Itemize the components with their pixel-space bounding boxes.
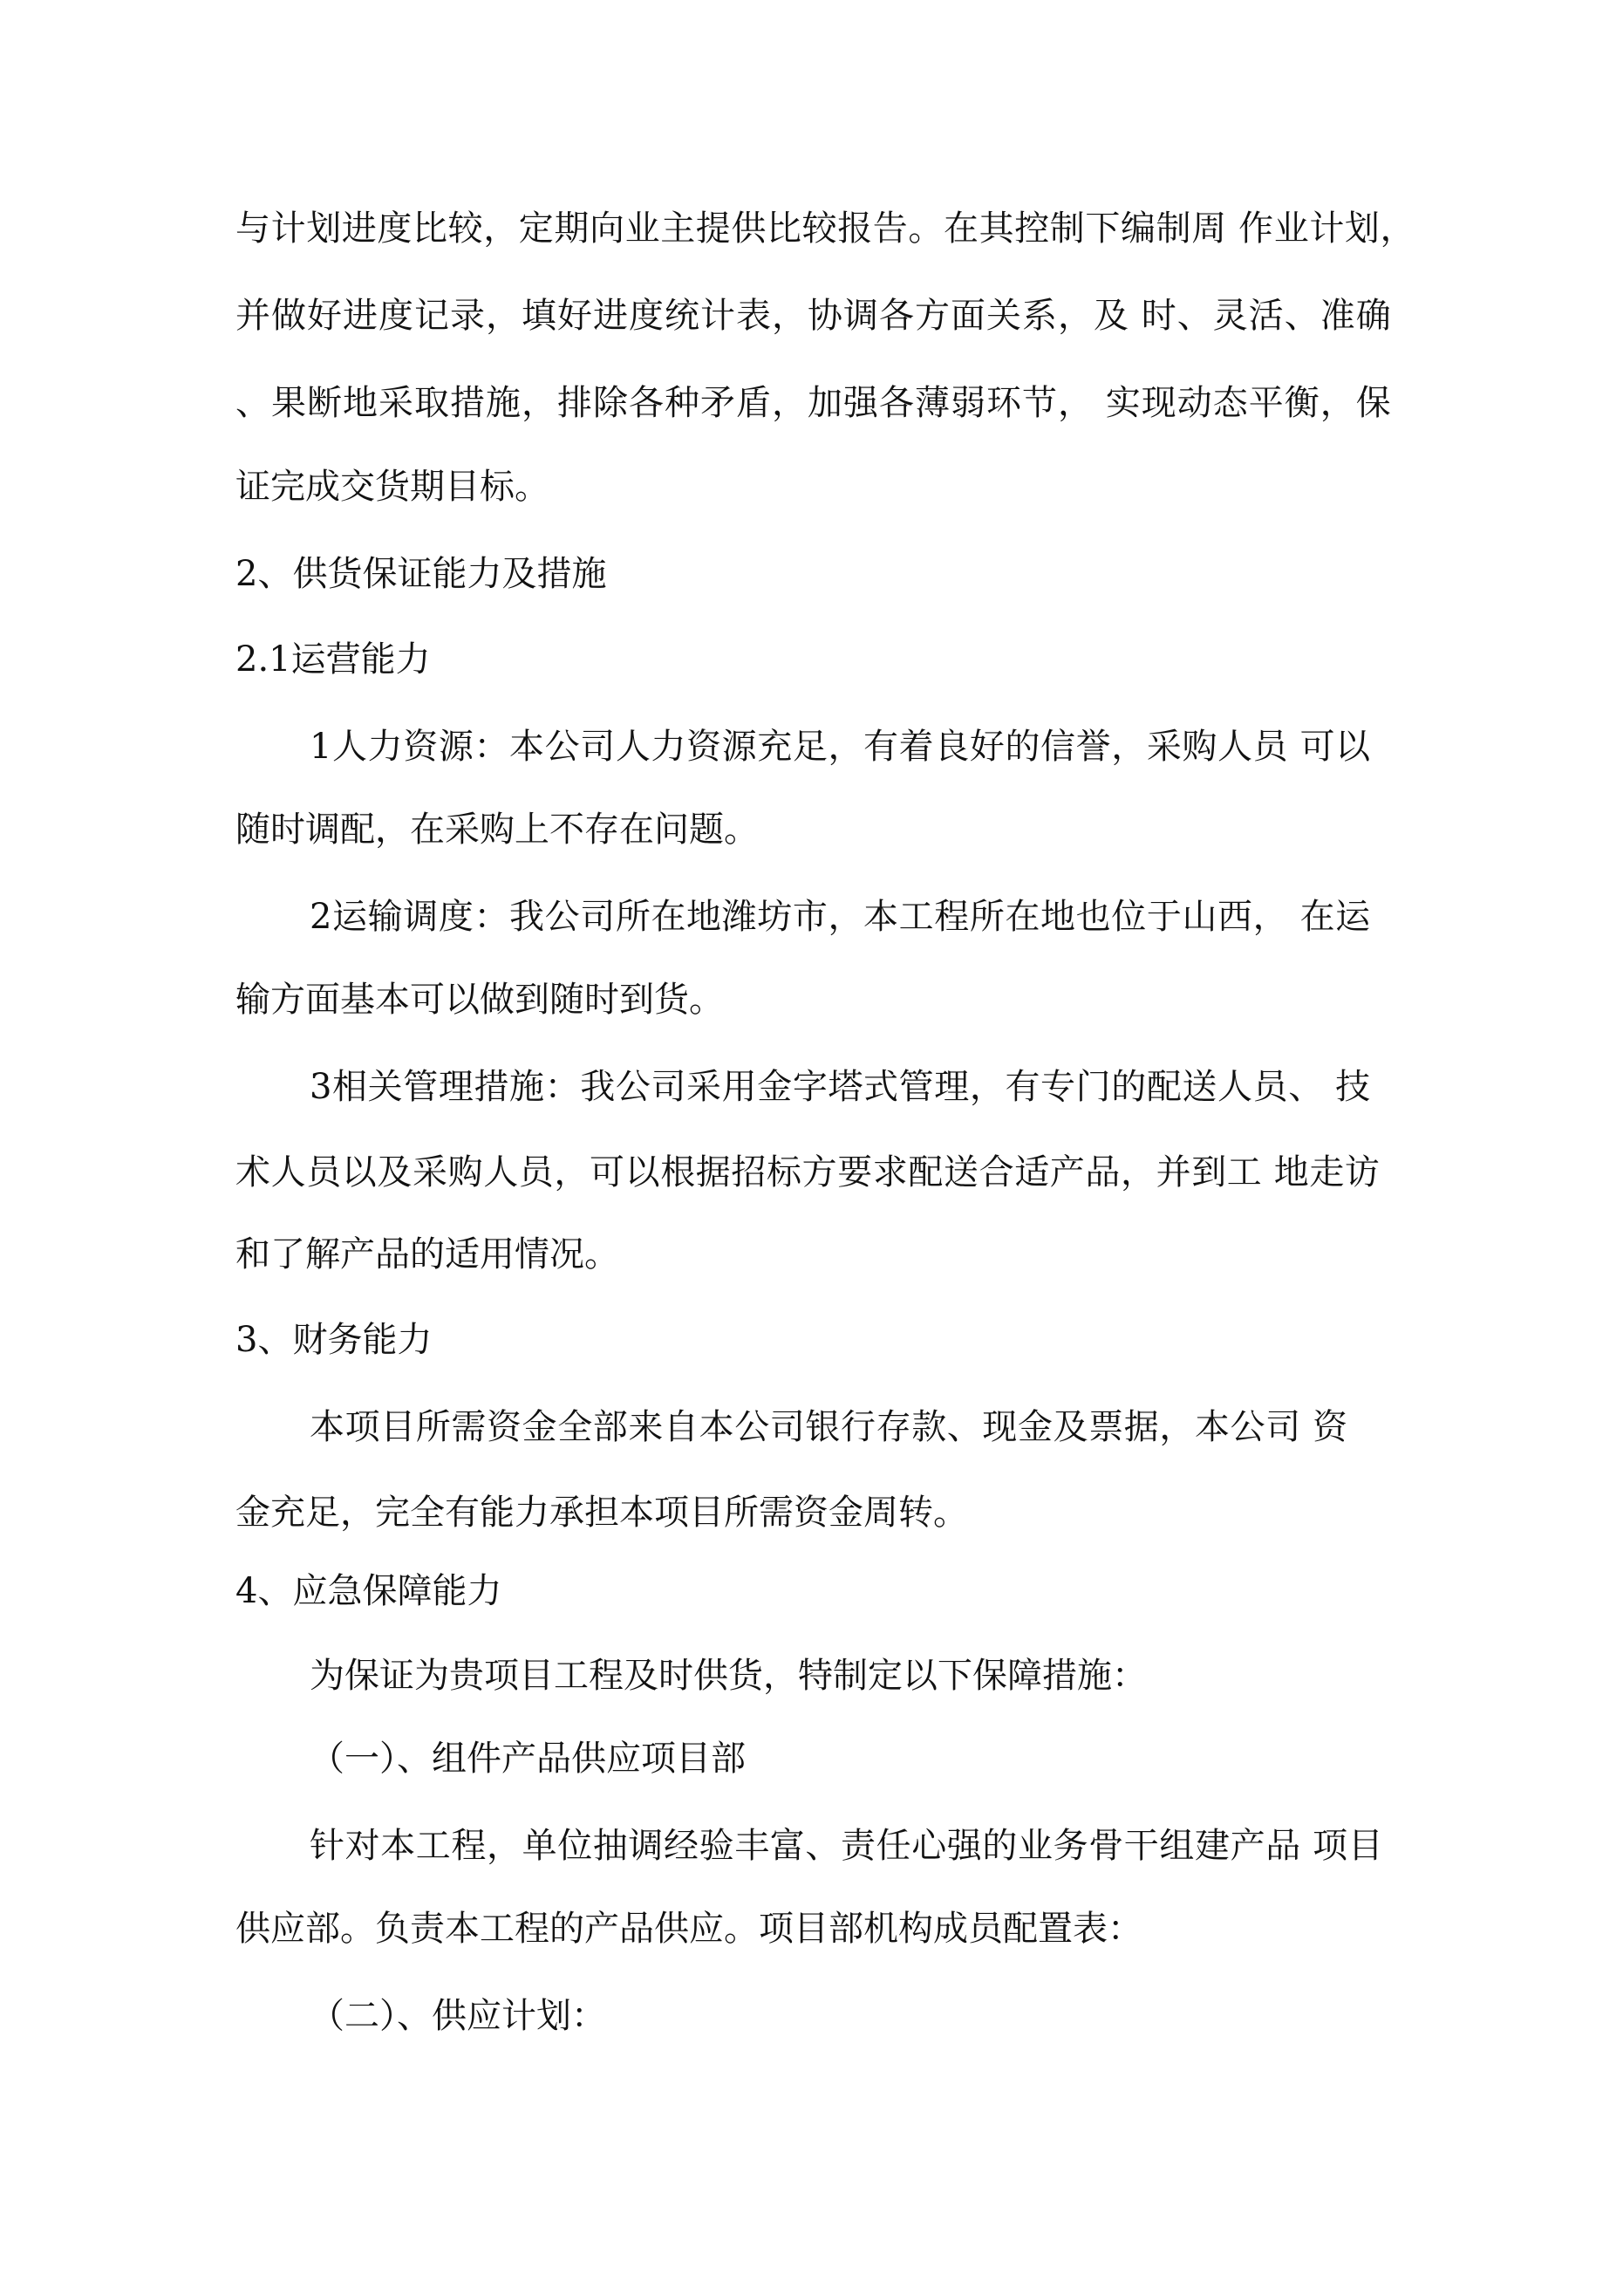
paragraph-line: 为保证为贵项目工程及时供货，特制定以下保障措施： (310, 1656, 1147, 1696)
section-heading: 4、应急保障能力 (235, 1571, 502, 1611)
paragraph-line: 和了解产品的适用情况。 (235, 1234, 619, 1274)
subsection-heading: 2.1运营能力 (235, 639, 431, 680)
paragraph-line: 证完成交货期目标。 (235, 467, 549, 507)
paragraph-line: 输方面基本可以做到随时到货。 (235, 980, 724, 1020)
paragraph-line: 本项目所需资金全部来自本公司银行存款、现金及票据，本公司 资 (310, 1407, 1348, 1447)
paragraph-line: 术人员以及采购人员，可以根据招标方要求配送合适产品，并到工 地走访 (235, 1152, 1381, 1192)
paragraph-line: 1人力资源：本公司人力资源充足，有着良好的信誉，采购人员 可以 (310, 727, 1371, 767)
sub-heading: （一）、组件产品供应项目部 (310, 1739, 746, 1779)
paragraph-line: 2运输调度：我公司所在地潍坊市，本工程所在地也位于山西， 在运 (310, 897, 1371, 937)
section-heading: 2、供货保证能力及措施 (235, 554, 607, 594)
paragraph-line: 并做好进度记录，填好进度统计表，协调各方面关系，及 时、灵活、准确 (235, 296, 1392, 336)
paragraph-line: 与计划进度比较，定期向业主提供比较报告。在其控制下编制周 作业计划， (235, 208, 1416, 249)
paragraph-line: 针对本工程，单位抽调经验丰富、责任心强的业务骨干组建产品 项目 (310, 1826, 1384, 1866)
sub-heading: （二）、供应计划： (310, 1996, 606, 2036)
paragraph-line: 、果断地采取措施，排除各种矛盾，加强各薄弱环节， 实现动态平衡，保 (235, 383, 1392, 423)
paragraph-line: 金充足，完全有能力承担本项目所需资金周转。 (235, 1493, 968, 1533)
section-heading: 3、财务能力 (235, 1320, 433, 1360)
paragraph-line: 供应部。负责本工程的产品供应。项目部机构成员配置表： (235, 1909, 1142, 1949)
paragraph-line: 3相关管理措施：我公司采用金字塔式管理，有专门的配送人员、 技 (310, 1067, 1371, 1107)
paragraph-line: 随时调配，在采购上不存在问题。 (235, 810, 759, 850)
